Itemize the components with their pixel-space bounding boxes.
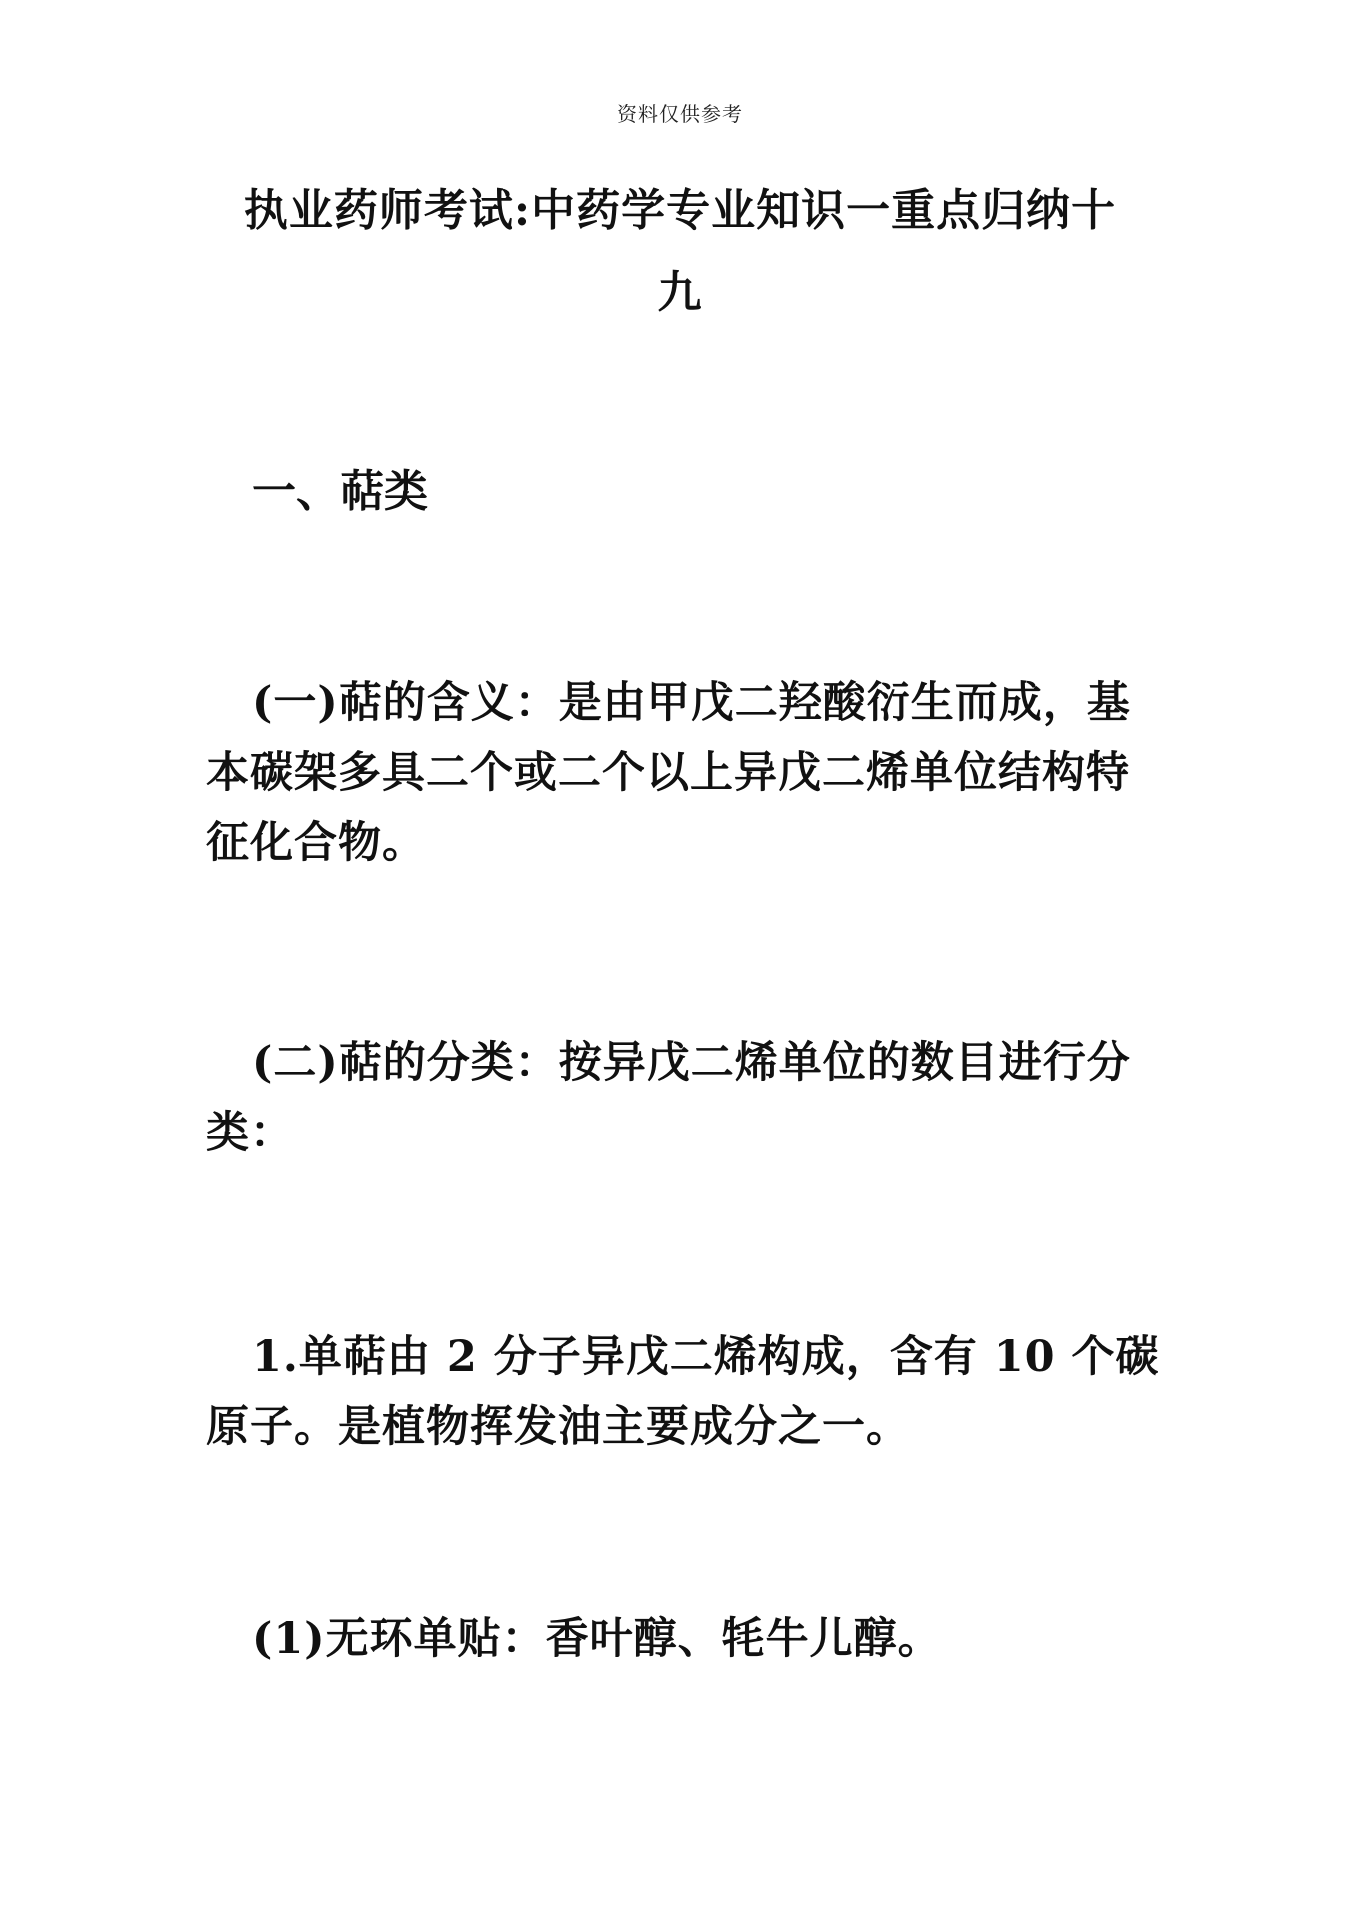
section-heading: 一、萜类 bbox=[252, 466, 428, 517]
header-note: 资料仅供参考 bbox=[617, 102, 743, 126]
paragraph-acyclic-monoterpene: (1)无环单贴：香叶醇、牦牛儿醇。 bbox=[252, 1614, 942, 1664]
document-title: 执业药师考试:中药学专业知识一重点归纳十九 bbox=[243, 185, 1117, 318]
paragraph-terpene-definition: (一)萜的含义：是由甲戊二羟酸衍生而成，基本碳架多具二个或二个以上异戊二烯单位结构特征化合物。 bbox=[206, 678, 1131, 868]
paragraph-monoterpene: 1.单萜由 2 分子异戊二烯构成，含有 10 个碳原子。是植物挥发油主要成分之一。 bbox=[206, 1332, 1160, 1452]
paragraph-terpene-classification: (二)萜的分类：按异戊二烯单位的数目进行分类： bbox=[206, 1038, 1131, 1158]
